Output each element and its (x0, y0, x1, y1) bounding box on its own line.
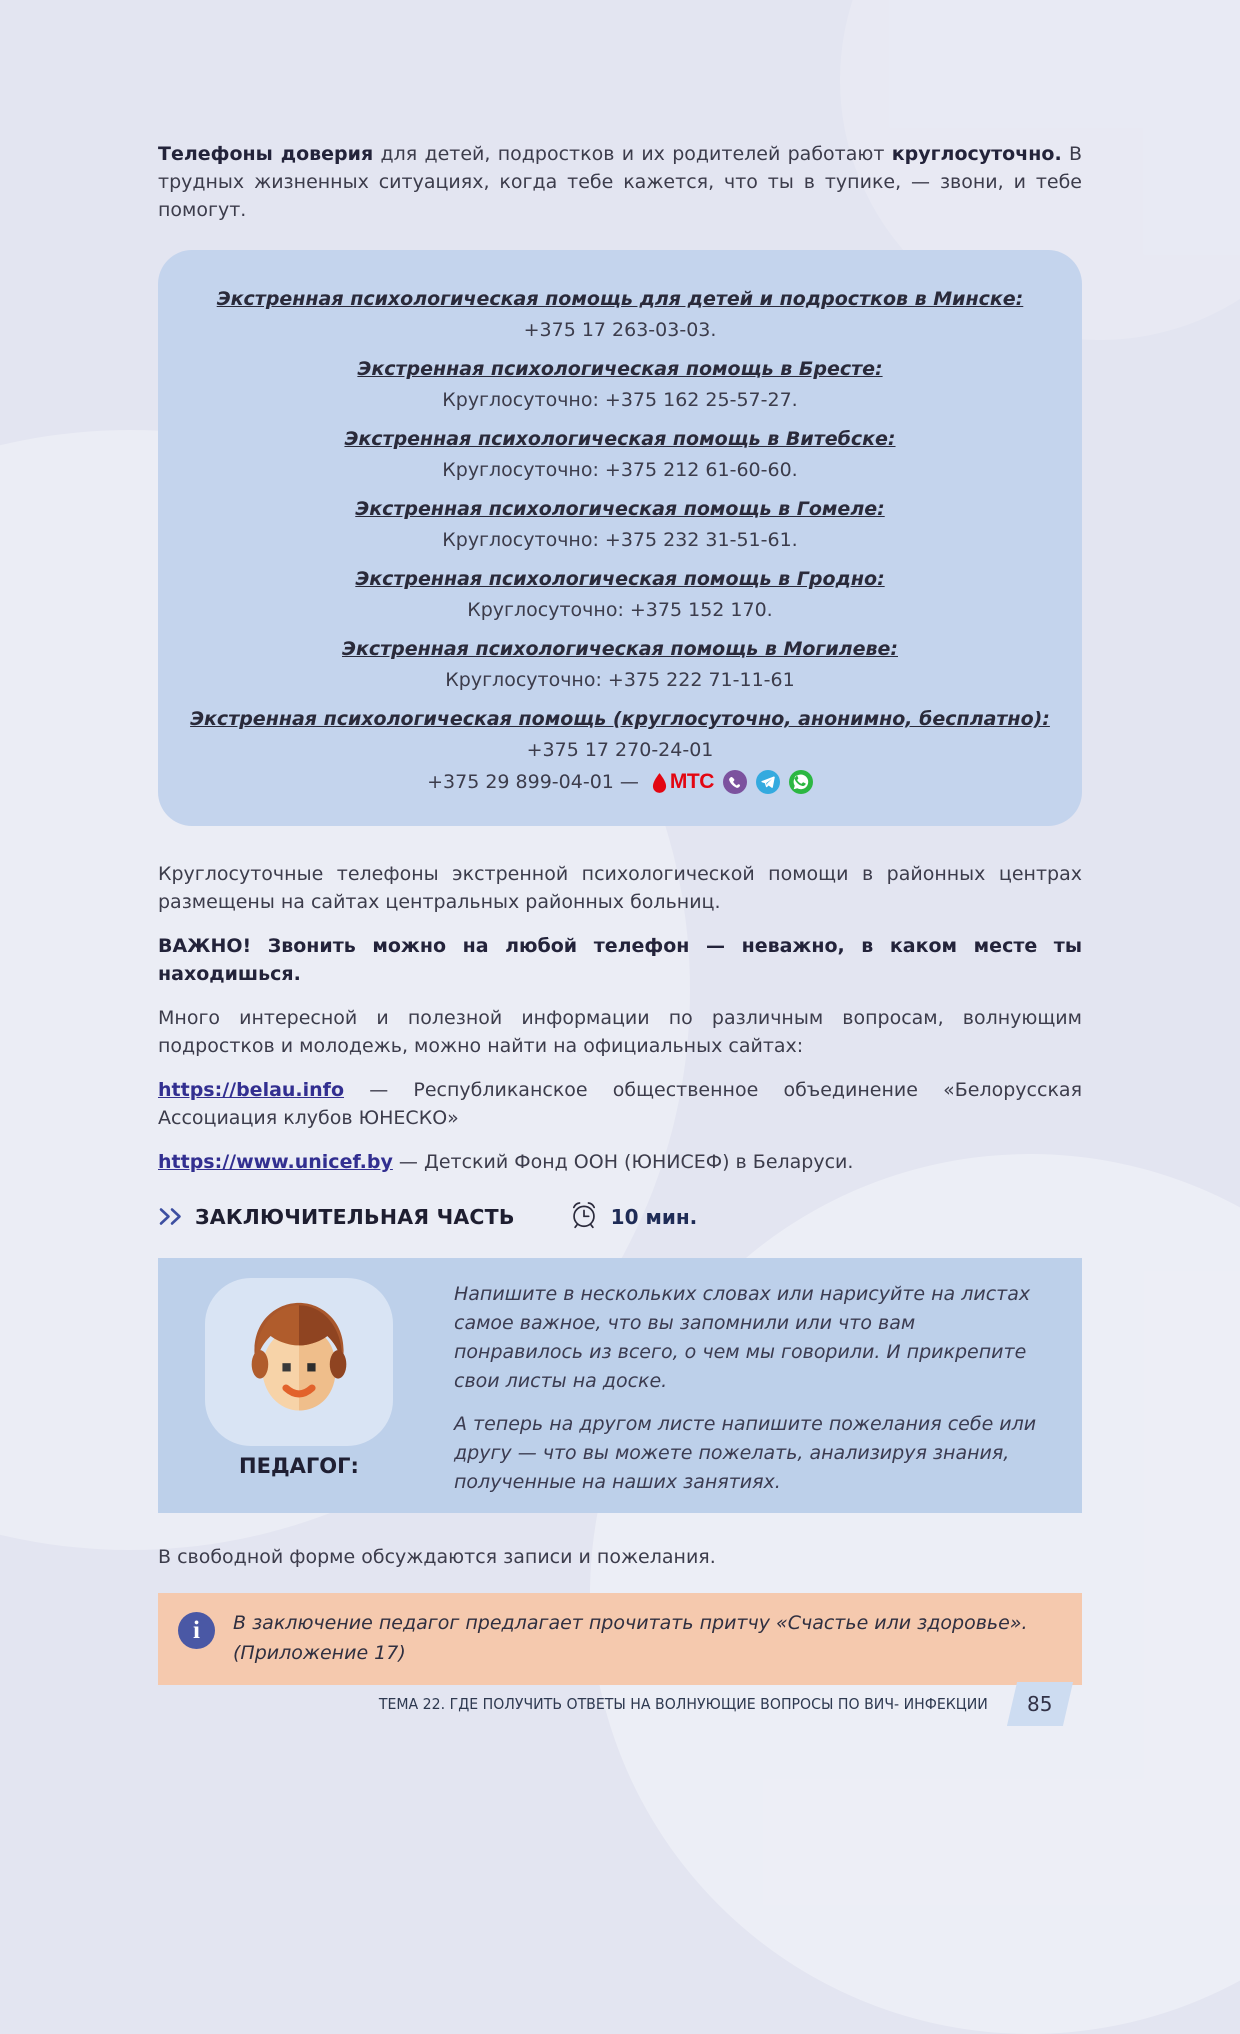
hotline-entry-title: Экстренная психологическая помощь для детей и подростков в Минске: (216, 288, 1024, 310)
intro-text-1: для детей, подростков и их родителей работают (373, 143, 892, 165)
final-section-header (158, 1198, 1082, 1236)
hotline-entry-phone: Круглосуточно: +375 162 25-57-27. (442, 389, 798, 411)
duration-label: 10 мин. (610, 1205, 698, 1229)
page-number: 85 (1007, 1682, 1073, 1726)
hotline-entry-gomel (186, 496, 1054, 554)
hotline-entry-grodno (186, 566, 1054, 624)
info-icon: i (178, 1612, 215, 1649)
whatsapp-icon (789, 770, 813, 794)
hotline-entry-title: Экстренная психологическая помощь в Гомеле: (355, 498, 885, 520)
hotline-entry-title: Экстренная психологическая помощь (круглосуточно, анонимно, бесплатно): (190, 708, 1050, 730)
viber-icon (723, 770, 747, 794)
hotline-entry-phone: Круглосуточно: +375 152 170. (467, 599, 773, 621)
teacher-avatar (205, 1278, 393, 1446)
hotline-entry-minsk (186, 286, 1054, 344)
intro-paragraph (158, 0, 1082, 224)
unicef-link-line (158, 1148, 1082, 1176)
teacher-avatar-column (184, 1274, 414, 1478)
messenger-phone-number: +375 29 899-04-01 — (427, 771, 639, 793)
intro-text-2: В трудных жизненных ситуациях, когда тебе кажется, что ты в тупике, — звони, и тебе помогут. (158, 143, 1082, 221)
hotline-entry-title: Экстренная психологическая помощь в Бресте: (357, 358, 883, 380)
hotline-entry-phone: +375 17 263-03-03. (523, 319, 717, 341)
teacher-paragraph-2: А теперь на другом листе напишите пожелания себе или другу — что вы можете пожелать, анализируя знания, полученные на наших занятиях. (454, 1413, 1037, 1493)
unicef-link-description: — Детский Фонд ООН (ЮНИСЕФ) в Беларуси. (392, 1151, 854, 1173)
alarm-clock-icon (567, 1198, 601, 1236)
telegram-icon (756, 770, 780, 794)
page-content (158, 0, 1082, 1685)
hotline-entry-mogilev (186, 636, 1054, 694)
hotline-entry-title: Экстренная психологическая помощь в Витебске: (344, 428, 896, 450)
teacher-box (158, 1258, 1082, 1513)
intro-bold-lead: Телефоны доверия (158, 143, 374, 165)
regional-hotlines-paragraph: Круглосуточные телефоны экстренной психологической помощи в районных центрах размещены на сайтах центральных районных больниц. (158, 863, 1082, 913)
info-note-box (158, 1593, 1082, 1685)
hotline-entry-phone: +375 17 270-24-01 (526, 739, 714, 761)
footer-theme-title: ТЕМА 22. ГДЕ ПОЛУЧИТЬ ОТВЕТЫ НА ВОЛНУЮЩИЕ ВОПРОСЫ ПО ВИЧ- ИНФЕКЦИИ (379, 1695, 988, 1713)
hotline-entry-brest (186, 356, 1054, 414)
hotline-entry-phone: Круглосуточно: +375 232 31-51-61. (442, 529, 798, 551)
teacher-label: ПЕДАГОГ: (239, 1454, 359, 1478)
hotline-entry-vitebsk (186, 426, 1054, 484)
info-sites-paragraph: Много интересной и полезной информации по различным вопросам, волнующим подростков и молодежь, можно найти на официальных сайтах: (158, 1007, 1082, 1057)
teacher-paragraph-1: Напишите в нескольких словах или нарисуйте на листах самое важное, что вы запомнили или что вам понравилось из всего, о чем мы говорили. И прикрепите свои листы на доске. (454, 1283, 1031, 1392)
hotline-entry-anonymous (186, 706, 1054, 794)
info-note-text: В заключение педагог предлагает прочитать притчу «Счастье или здоровье». (Приложение 17) (233, 1612, 1028, 1664)
free-form-paragraph: В свободной форме обсуждаются записи и пожелания. (158, 1546, 716, 1568)
messenger-phone-row (186, 770, 1054, 794)
hotline-entry-title: Экстренная психологическая помощь в Гродно: (355, 568, 885, 590)
page-footer (340, 1682, 1068, 1726)
belau-link[interactable]: https://belau.info (158, 1079, 345, 1101)
hotline-entry-phone: Круглосуточно: +375 212 61-60-60. (442, 459, 798, 481)
important-note: ВАЖНО! Звонить можно на любой телефон — неважно, в каком месте ты находишься. (158, 935, 1082, 985)
hotline-entry-title: Экстренная психологическая помощь в Могилеве: (342, 638, 898, 660)
mts-icon: МТС (652, 770, 714, 794)
intro-bold-tail: круглосуточно. (891, 143, 1062, 165)
hotline-box (158, 250, 1082, 826)
final-section-title: ЗАКЛЮЧИТЕЛЬНАЯ ЧАСТЬ (195, 1205, 515, 1229)
belau-link-description: — Республиканское общественное объединение «Белорусская Ассоциация клубов ЮНЕСКО» (158, 1079, 1082, 1129)
teacher-speech (454, 1274, 1048, 1497)
hotline-entry-phone: Круглосуточно: +375 222 71-11-61 (445, 669, 795, 691)
unicef-link[interactable]: https://www.unicef.by (158, 1151, 393, 1173)
belau-link-line (158, 1076, 1082, 1132)
double-chevron-icon (158, 1207, 185, 1230)
